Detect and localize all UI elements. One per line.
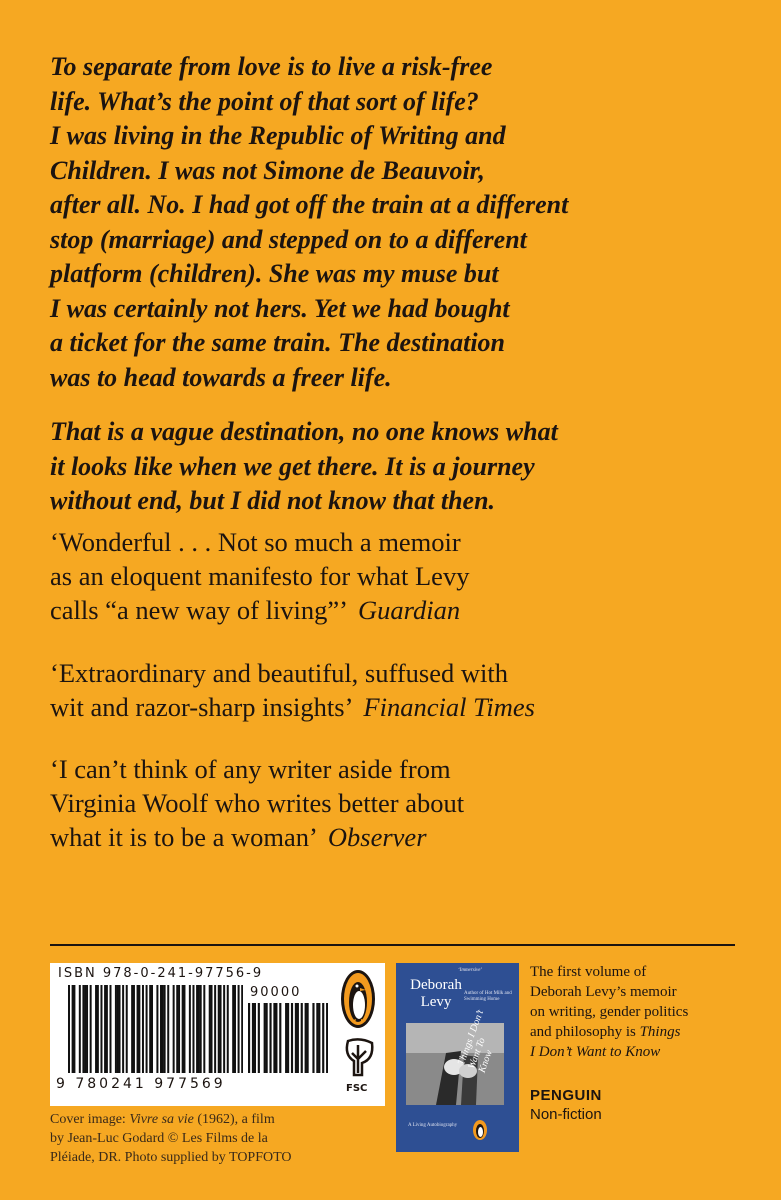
- excerpt-paragraph-2: That is a vague destination, no one knows what it looks like when we get there. It is a journey without end, but I did not know that then.: [50, 417, 558, 515]
- mini-cover-author: Deborah Levy: [410, 977, 462, 1010]
- price-addon-number: 90000: [250, 985, 302, 1000]
- mini-penguin-icon: [472, 1119, 488, 1141]
- review-quote-guardian: ‘Wonderful . . . Not so much a memoir as an eloquent manifesto for what Levy calls “a new way of living”’ Guardian: [50, 527, 470, 625]
- related-book-cover: [396, 963, 519, 1152]
- fsc-label: FSC: [346, 1083, 368, 1094]
- quote-source: Financial Times: [363, 692, 535, 722]
- mini-cover-title: Things I Don’t Want To Know: [456, 1008, 495, 1075]
- isbn-label: ISBN 978-0-241-97756-9: [58, 966, 264, 981]
- divider-rule: [50, 944, 735, 946]
- penguin-logo-icon: [340, 969, 376, 1029]
- companion-volume-note: The first volume of Deborah Levy’s memoir on writing, gender politics and philosophy is Things I Don’t Want to Know: [530, 964, 689, 1060]
- back-cover-excerpt: [50, 50, 740, 539]
- quote-source: Guardian: [358, 595, 461, 625]
- review-quote-observer: ‘I can’t think of any writer aside from Virginia Woolf who writes better about what it is to be a woman’ Observer: [50, 754, 465, 852]
- mini-cover-also-by: Author of Hot Milk and Swimming Home: [464, 991, 512, 1002]
- publisher-name: PENGUIN: [530, 1087, 602, 1104]
- quote-source: Observer: [327, 822, 427, 852]
- mini-cover-subtitle: A Living Autobiography: [408, 1123, 458, 1128]
- publisher-imprint: [530, 1086, 602, 1124]
- addon-barcode-bars: [248, 1003, 328, 1073]
- isbn-barcode: [50, 963, 385, 1106]
- book-category: Non-fiction: [530, 1106, 602, 1123]
- barcode-bars: [68, 985, 243, 1073]
- mini-cover-praise: ‘Immersive’: [458, 968, 483, 973]
- ean-number: 9 780241 977569: [56, 1076, 226, 1092]
- excerpt-paragraph-1: To separate from love is to live a risk-free life. What’s the point of that sort of life? I was living in the Republic of Writing and Children. I was not Simone de Beauvoir, after all. No. I had got off the train at a different stop (marriage) and stepped on to a different platform (children). She was my muse but I was certainly not hers. Yet we had bought a ticket for the same train. The destination was to head towards a freer life.: [50, 52, 569, 392]
- cover-image-credit: Cover image: Vivre sa vie (1962), a film by Jean-Luc Godard © Les Films de la Pléiade, DR. Photo supplied by TOPFOTO: [50, 1112, 292, 1165]
- review-quote-financial-times: ‘Extraordinary and beautiful, suffused with wit and razor-sharp insights’ Financial Times: [50, 658, 535, 722]
